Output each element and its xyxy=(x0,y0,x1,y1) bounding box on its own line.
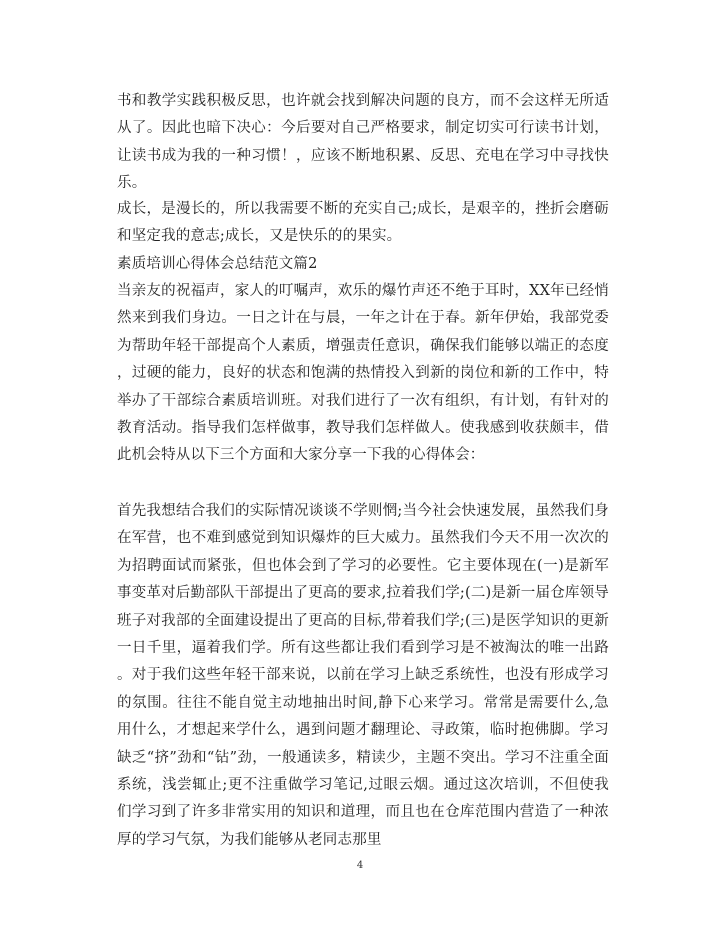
paragraph-growth: 成长，是漫长的，所以我需要不断的充实自己;成长，是艰辛的，挫折会磨砺和坚定我的意志;成长，又是快乐的的果实。 xyxy=(117,201,609,245)
page-number: 4 xyxy=(356,860,364,871)
paragraph-training-intro: 当亲友的祝福声，家人的叮嘱声，欢乐的爆竹声还不绝于耳时，XX年已经悄然来到我们身边。一日之计在与晨，一年之计在于春。新年伊始，我部党委为帮助年轻干部提高个人素质，增强责任意识，确保我们能够以端正的态度，过硬的能力，良好的状态和饱满的热情投入到新的岗位和新的工作中，特举办了干部综合素质培训班。对我们进行了一次有组织，有计划，有针对的教育活动。指导我们怎样做事，教导我们怎样做人。使我感到收获颇丰，借此机会特从以下三个方面和大家分享一下我的心得体会： xyxy=(117,283,609,464)
paragraph-reading-reflection: 书和教学实践积极反思，也许就会找到解决问题的良方，而不会这样无所适从了。因此也暗下决心：今后要对自己严格要求，制定切实可行读书计划，让读书成为我的一种习惯！，应该不断地积累、反思、充电在学习中寻找快乐。 xyxy=(117,93,609,192)
section-heading: 素质培训心得体会总结范文篇2 xyxy=(117,256,318,272)
paragraph-learning-necessity: 首先我想结合我们的实际情况谈谈不学则惘;当今社会快速发展，虽然我们身在军营，也不难到感觉到知识爆炸的巨大威力。虽然我们今天不用一次次的为招聘面试而紧张，但也体会到了学习的必要性。它主要体现在(一)是新军事变革对后勤部队干部提出了更高的要求,拉着我们学;(二)是新一届仓库领导班子对我部的全面建设提出了更高的目标,带着我们学;(三)是医学知识的更新一日千里，逼着我们学。所有这些都让我们看到学习是不被淘汰的唯一出路。对于我们这些年轻干部来说，以前在学习上缺乏系统性，也没有形成学习的氛围。往往不能自觉主动地抽出时间,静下心来学习。常常是需要什么,急用什么，才想起来学什么，遇到问题才翻理论、寻政策，临时抱佛脚。学习缺乏“挤”劲和“钻”劲，一般通读多，精读少，主题不突出。学习不注重全面系统，浅尝辄止;更不注重做学习笔记,过眼云烟。通过这次培训，不但使我们学习到了许多非常实用的知识和道理，而且也在仓库范围内营造了一种浓厚的学习气氛，为我们能够从老同志那里 xyxy=(117,503,610,848)
